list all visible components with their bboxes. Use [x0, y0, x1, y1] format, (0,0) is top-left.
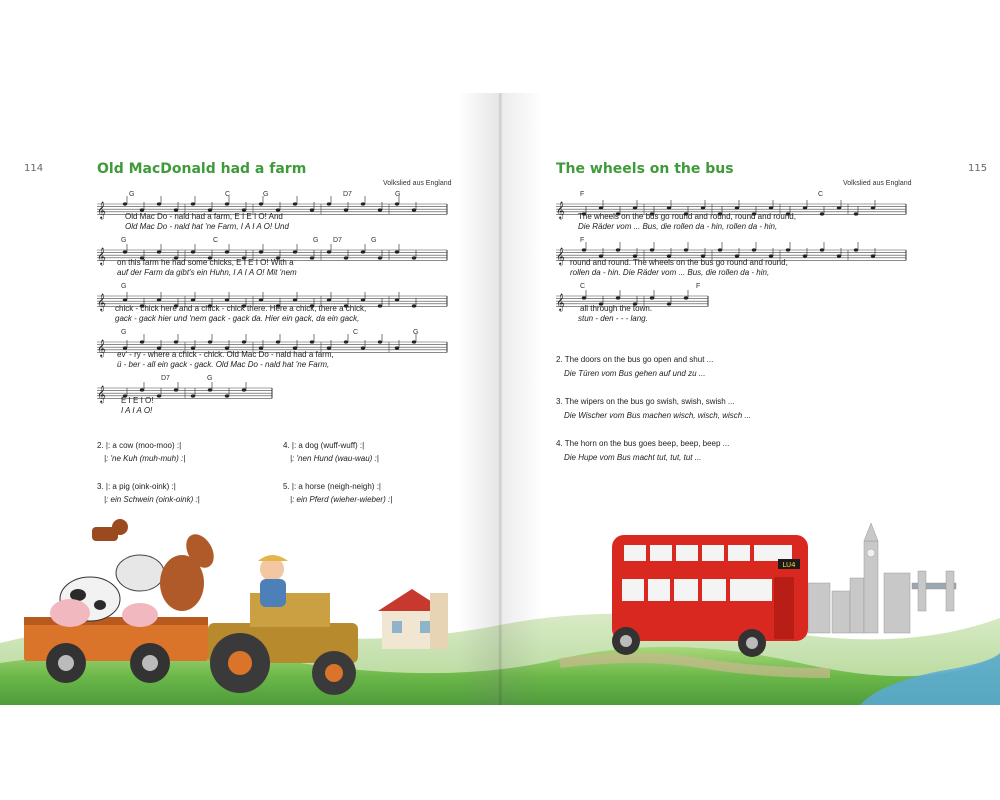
- note-head: [293, 298, 297, 301]
- chord-symbol: D7: [333, 237, 342, 244]
- chord-symbol: G: [395, 191, 401, 198]
- lyrics-german: auf der Farm da gibt's ein Huhn, I A I A O! Mit 'nem: [117, 268, 297, 277]
- note-head: [208, 388, 212, 391]
- note-head: [854, 212, 858, 215]
- lyrics-english: chick - chick here and a chick - chick there. Here a chick, there a chick,: [115, 304, 367, 313]
- lyrics-english: Old Mac Do - nald had a farm, E I E I O! And: [125, 212, 283, 221]
- chord-symbol: F: [580, 237, 585, 244]
- treble-clef-icon: 𝄞: [97, 247, 106, 265]
- note-head: [412, 208, 416, 211]
- chord-symbol: C: [353, 329, 359, 336]
- note-head: [599, 206, 603, 209]
- note-head: [412, 304, 416, 307]
- verse-3-english: 3. |: a pig (oink-oink) :|: [97, 482, 176, 491]
- note-head: [378, 208, 382, 211]
- lyrics-english: E I E I O!: [121, 396, 154, 405]
- note-head: [412, 340, 416, 343]
- chord-symbol: F: [696, 283, 701, 290]
- lyrics-german: Old Mac Do - nald hat 'ne Farm, I A I A O! Und: [125, 222, 289, 231]
- note-head: [191, 298, 195, 301]
- note-head: [327, 202, 331, 205]
- note-head: [820, 212, 824, 215]
- treble-clef-icon: 𝄞: [556, 247, 565, 265]
- chord-symbol: G: [121, 329, 127, 336]
- note-head: [582, 296, 586, 299]
- book-gutter-shadow: [458, 93, 542, 705]
- treble-clef-icon: 𝄞: [97, 339, 106, 357]
- note-head: [378, 340, 382, 343]
- music-system-2: [97, 239, 447, 281]
- note-head: [735, 206, 739, 209]
- note-head: [310, 256, 314, 259]
- note-head: [157, 202, 161, 205]
- note-head: [378, 304, 382, 307]
- chord-symbol: G: [207, 375, 213, 382]
- note-head: [344, 208, 348, 211]
- treble-clef-icon: 𝄞: [556, 201, 565, 219]
- music-system-4: [97, 331, 447, 373]
- note-head: [395, 250, 399, 253]
- note-head: [259, 202, 263, 205]
- note-head: [293, 202, 297, 205]
- note-head: [752, 248, 756, 251]
- treble-clef-icon: 𝄞: [97, 201, 106, 219]
- verse-4-english: 4. |: a dog (wuff-wuff) :|: [283, 441, 365, 450]
- song-title-left: Old MacDonald had a farm: [97, 161, 307, 177]
- note-head: [395, 202, 399, 205]
- note-head: [718, 248, 722, 251]
- note-head: [361, 250, 365, 253]
- note-head: [633, 206, 637, 209]
- verse-4-german: Die Hupe vom Bus macht tut, tut, tut ...: [564, 453, 702, 462]
- chord-symbol: G: [413, 329, 419, 336]
- note-head: [310, 340, 314, 343]
- note-head: [871, 206, 875, 209]
- song-origin-right: Volkslied aus England: [843, 180, 912, 187]
- note-head: [361, 298, 365, 301]
- note-head: [395, 346, 399, 349]
- verse-5-german: |: ein Pferd (wieher-wieber) :|: [290, 495, 393, 504]
- music-system-3: [97, 285, 447, 327]
- chord-symbol: C: [225, 191, 231, 198]
- note-head: [701, 206, 705, 209]
- note-head: [820, 248, 824, 251]
- note-head: [582, 248, 586, 251]
- note-head: [208, 340, 212, 343]
- chord-symbol: C: [818, 191, 824, 198]
- note-head: [667, 302, 671, 305]
- note-head: [616, 296, 620, 299]
- note-head: [361, 346, 365, 349]
- book-spread: [0, 93, 1000, 705]
- note-head: [225, 202, 229, 205]
- note-head: [412, 256, 416, 259]
- note-head: [854, 248, 858, 251]
- verse-4-german: |: 'nen Hund (wau-wau) :|: [290, 454, 379, 463]
- note-head: [140, 388, 144, 391]
- note-head: [276, 340, 280, 343]
- note-head: [803, 206, 807, 209]
- bus-destination-plate: LU4: [782, 561, 796, 569]
- chord-symbol: C: [580, 283, 586, 290]
- music-system-5: [97, 377, 272, 419]
- chord-symbol: G: [121, 237, 127, 244]
- note-head: [242, 388, 246, 391]
- note-head: [344, 256, 348, 259]
- song-origin-left: Volkslied aus England: [383, 180, 452, 187]
- note-head: [191, 202, 195, 205]
- note-head: [837, 254, 841, 257]
- note-head: [837, 206, 841, 209]
- verse-2-german: |: 'ne Kuh (muh-muh) :|: [104, 454, 186, 463]
- page-number-left: 114: [24, 163, 44, 174]
- song-title-right: The wheels on the bus: [556, 161, 734, 177]
- note-head: [157, 394, 161, 397]
- note-head: [123, 202, 127, 205]
- note-head: [140, 340, 144, 343]
- london-skyline: [808, 523, 956, 633]
- verse-2-german: Die Türen vom Bus gehen auf und zu ...: [564, 369, 706, 378]
- note-head: [786, 248, 790, 251]
- lyrics-german: ü - ber - all ein gack - gack. Old Mac Do - nald hat 'ne Farm,: [117, 360, 330, 369]
- chord-symbol: G: [129, 191, 135, 198]
- note-head: [225, 394, 229, 397]
- verse-2-english: 2. The doors on the bus go open and shut ...: [556, 355, 714, 364]
- lyrics-english: The wheels on the bus go round and round, round and round,: [578, 212, 796, 221]
- lyrics-english: round and round. The wheels on the bus go round and round,: [570, 258, 788, 267]
- note-head: [327, 298, 331, 301]
- note-head: [616, 248, 620, 251]
- verse-3-german: Die Wischer vom Bus machen wisch, wisch, wisch ...: [564, 411, 752, 420]
- note-head: [684, 248, 688, 251]
- lyrics-german: gack - gack hier und 'nem gack - gack da. Hier ein gack, da ein gack,: [115, 314, 360, 323]
- note-head: [293, 250, 297, 253]
- lyrics-german: I A I A O!: [121, 406, 153, 415]
- chord-symbol: D7: [343, 191, 352, 198]
- note-head: [684, 296, 688, 299]
- page-number-right: 115: [968, 163, 988, 174]
- note-head: [361, 202, 365, 205]
- verse-4-english: 4. The horn on the bus goes beep, beep, beep ...: [556, 439, 730, 448]
- music-system-1: [556, 193, 906, 235]
- note-head: [123, 250, 127, 253]
- lyrics-german: rollen da - hin. Die Räder vom ... Bus, die rollen da - hin,: [570, 268, 770, 277]
- note-head: [242, 340, 246, 343]
- note-head: [650, 248, 654, 251]
- note-head: [157, 250, 161, 253]
- verse-3-english: 3. The wipers on the bus go swish, swish, swish ...: [556, 397, 735, 406]
- note-head: [174, 388, 178, 391]
- note-head: [803, 254, 807, 257]
- lyrics-english: ev' - ry - where a chick - chick. Old Mac Do - nald had a farm,: [117, 350, 334, 359]
- verse-5-english: 5. |: a horse (neigh-neigh) :|: [283, 482, 381, 491]
- note-head: [327, 250, 331, 253]
- treble-clef-icon: 𝄞: [97, 385, 106, 403]
- music-system-1: [97, 193, 447, 235]
- note-head: [378, 256, 382, 259]
- music-system-3: [556, 285, 708, 327]
- note-head: [259, 298, 263, 301]
- lyrics-english: all through the town.: [580, 304, 653, 313]
- chord-symbol: F: [580, 191, 585, 198]
- note-head: [650, 296, 654, 299]
- verse-3-german: |: ein Schwein (oink-oink) :|: [104, 495, 200, 504]
- verse-2-english: 2. |: a cow (moo-moo) :|: [97, 441, 182, 450]
- chord-symbol: G: [371, 237, 377, 244]
- chord-symbol: C: [213, 237, 219, 244]
- treble-clef-icon: 𝄞: [556, 293, 565, 311]
- treble-clef-icon: 𝄞: [97, 293, 106, 311]
- note-head: [174, 340, 178, 343]
- note-head: [395, 298, 399, 301]
- chord-symbol: G: [313, 237, 319, 244]
- music-system-2: [556, 239, 906, 281]
- note-head: [225, 298, 229, 301]
- lyrics-german: Die Räder vom ... Bus, die rollen da - hin, rollen da - hin,: [578, 222, 778, 231]
- lyrics-german: stun - den - - - lang.: [578, 314, 648, 323]
- note-head: [157, 298, 161, 301]
- chord-symbol: D7: [161, 375, 170, 382]
- farm-animals-illustration: [50, 519, 219, 627]
- note-head: [191, 250, 195, 253]
- note-head: [769, 206, 773, 209]
- note-head: [667, 206, 671, 209]
- chord-symbol: G: [121, 283, 127, 290]
- farmhouse-illustration: [378, 589, 448, 649]
- note-head: [310, 208, 314, 211]
- note-head: [259, 250, 263, 253]
- lyrics-english: on this farm he had some chicks, E I E I O! With a: [117, 258, 294, 267]
- note-head: [344, 340, 348, 343]
- red-bus-illustration: [612, 535, 808, 657]
- note-head: [191, 394, 195, 397]
- chord-symbol: G: [263, 191, 269, 198]
- note-head: [123, 298, 127, 301]
- note-head: [871, 254, 875, 257]
- note-head: [225, 250, 229, 253]
